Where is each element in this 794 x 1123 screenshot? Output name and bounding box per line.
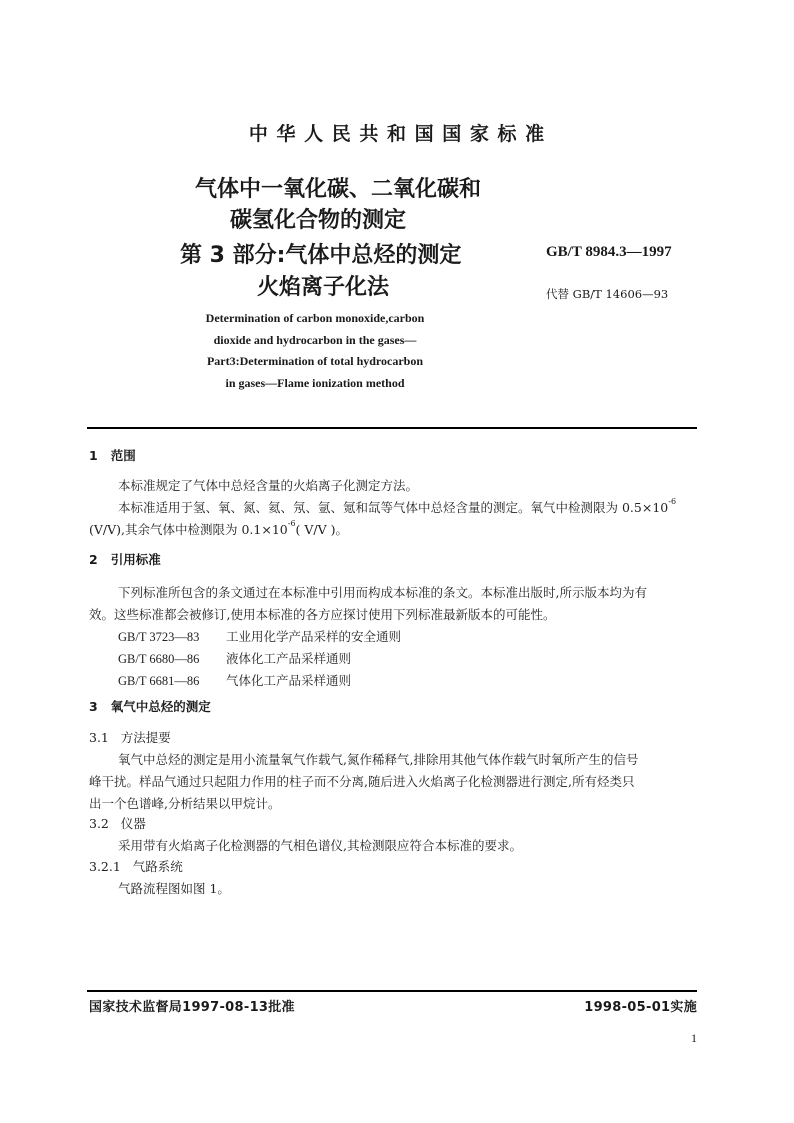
reference-title: 工业用化学产品采样的安全通则 xyxy=(226,629,402,644)
title-en-line2: dioxide and hydrocarbon in the gases— xyxy=(213,333,417,347)
exponent: -6 xyxy=(668,497,677,506)
reference-item xyxy=(118,627,401,645)
footer-divider xyxy=(87,990,697,992)
exponent: -6 xyxy=(287,519,296,528)
standard-code: GB/T 8984.3—1997 xyxy=(546,244,672,260)
reference-item xyxy=(118,649,351,667)
effective-date: 1998-05-01实施 xyxy=(584,1000,697,1015)
section-3-heading: 3 氧气中总烃的测定 xyxy=(89,699,211,714)
national-standard-header: 中 华 人 民 共 和 国 国 家 标 准 xyxy=(248,123,546,145)
title-en-line4: in gases—Flame ionization method xyxy=(225,376,405,390)
title-en-line3: Part3:Determination of total hydrocarbon xyxy=(206,354,424,368)
reference-code: GB/T 3723—83 xyxy=(118,630,200,644)
header-divider xyxy=(87,427,697,429)
reference-code: GB/T 6680—86 xyxy=(118,652,200,666)
approval-note: 国家技术监督局1997-08-13批准 xyxy=(89,1000,295,1015)
reference-code: GB/T 6681—86 xyxy=(118,674,200,688)
reference-item xyxy=(118,671,351,689)
page-number: 1 xyxy=(691,1031,697,1045)
reference-title: 液体化工产品采样通则 xyxy=(226,651,352,666)
section-3-1-paragraph-line2: 峰干扰。样品气通过只起阻力作用的柱子而不分离,随后进入火焰离子化检测器进行测定,所有烃类只 xyxy=(89,774,635,789)
section-3-2-1-heading: 3.2.1 气路系统 xyxy=(89,859,183,874)
section-3-1-paragraph-line1: 氧气中总烃的测定是用小流量氧气作载气,氮作稀释气,排除用其他气体作载气时氧所产生的信号 xyxy=(118,752,639,767)
section-1-paragraph-2-text: 本标准适用于氢、氧、氮、氦、氖、氩、氪和氙等气体中总烃含量的测定。氧气中检测限为 0.5×10 xyxy=(118,500,669,515)
section-1-heading: 1 范围 xyxy=(89,448,136,463)
section-2-paragraph-line2: 效。这些标准都会被修订,使用本标准的各方应探讨使用下列标准最新版本的可能性。 xyxy=(89,607,556,622)
title-en-line1: Determination of carbon monoxide,carbon xyxy=(205,311,425,325)
section-3-2-1-paragraph: 气路流程图如图 1。 xyxy=(118,881,230,896)
reference-title: 气体化工产品采样通则 xyxy=(226,673,352,688)
section-1-paragraph-2-text-b: (V/V),其余气体中检测限为 0.1×10 xyxy=(89,522,288,537)
replaces-note: 代替 GB/T 14606—93 xyxy=(546,287,669,301)
section-2-paragraph-line1: 下列标准所包含的条文通过在本标准中引用而构成本标准的条文。本标准出版时,所示版本均为有 xyxy=(118,585,647,600)
section-2-heading: 2 引用标准 xyxy=(89,552,161,567)
section-1-paragraph-2-cont xyxy=(89,520,348,538)
title-cn-line1: 气体中一氧化碳、二氧化碳和 xyxy=(195,177,482,202)
section-3-2-heading: 3.2 仪器 xyxy=(89,816,146,831)
section-1-paragraph-2-text-c: ( V/V )。 xyxy=(295,522,348,537)
section-3-1-heading: 3.1 方法提要 xyxy=(89,730,171,745)
section-3-2-paragraph: 采用带有火焰离子化检测器的气相色谱仪,其检测限应符合本标准的要求。 xyxy=(118,838,522,853)
title-cn-line3: 第 3 部分:气体中总烃的测定 xyxy=(180,243,462,268)
section-1-paragraph-2 xyxy=(118,498,676,516)
title-cn-line2: 碳氢化合物的测定 xyxy=(230,208,407,233)
section-3-1-paragraph-line3: 出一个色谱峰,分析结果以甲烷计。 xyxy=(89,796,281,811)
section-1-paragraph-1: 本标准规定了气体中总烃含量的火焰离子化测定方法。 xyxy=(118,478,419,493)
title-cn-line4: 火焰离子化法 xyxy=(257,275,390,300)
